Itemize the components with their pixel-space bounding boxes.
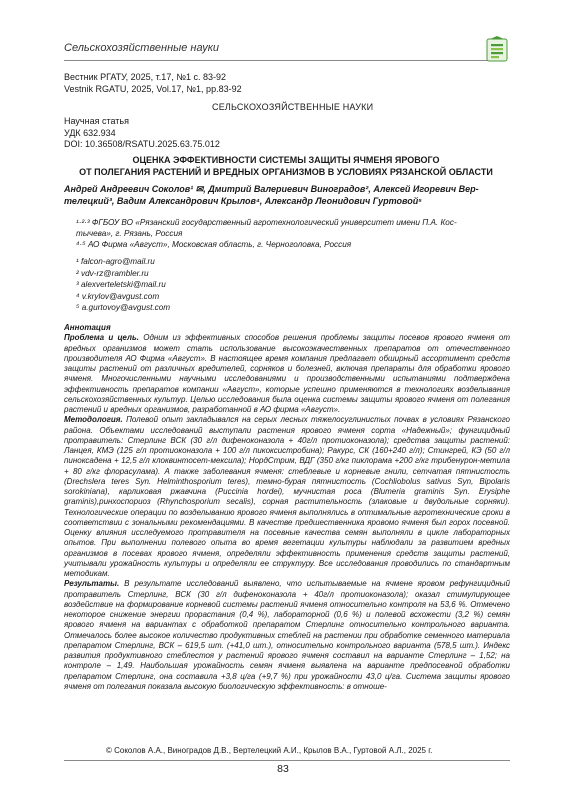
udc-code: УДК 632.934: [64, 127, 116, 138]
citation-block: [64, 72, 242, 95]
title-line-1: ОЦЕНКА ЭФФЕКТИВНОСТИ СИСТЕМЫ ЗАЩИТЫ ЯЧМЕНЯ ЯРОВОГО: [132, 155, 440, 165]
article-meta: [64, 116, 220, 151]
affiliation-line-1: ¹·²·³ ФГБОУ ВО «Рязанский государственный агротехнологический университет имени П.А. Кос-: [76, 218, 457, 227]
affiliation-line-3: ⁴·⁵ АО Фирма «Август», Московская область, г. Черноголовка, Россия: [76, 239, 352, 249]
article-title: [64, 155, 508, 178]
citation-ru: Вестник РГАТУ, 2025, т.17, №1 с. 83-92: [64, 72, 226, 82]
footer-rule: [64, 760, 510, 761]
doi[interactable]: DOI: 10.36508/RSATU.2025.63.75.012: [64, 139, 220, 149]
abstract-problem: [64, 333, 510, 415]
methods-text: Полевой опыт закладывался на серых лесных тяжелосуглинистых почвах в условиях Рязанского района. Объектами исследований выступали растения ярового ячменя сорта «Надежный»; фунгицидный протравитель: Стерлинг ВСК (30 г/л дифеноконазола + 40г/л протиоконазола); средства защиты растений: Ланцея, КМЭ (125 г/л протиоконазола + 100 г/л пикоксистробина); Ракурс, СК (160+240 г/л); Стингрей, КЭ (50 г/л пиноксадена + 12,5 г/л клоквинтосет-мексила); НордСтрим, ВДГ (350 г/кг пиклорама +200 г/кг трибенурон-метила + 80 г/кг флорасулама). А также заболевания ячменя: стеблевые и корневые гнили, сетчатая пятнистость (Drechslera teres Syn. Helminthosporium teres), темно-бурая пятнистость (Cochliobolus sativus Syn, Bipolaris sorokiniana), карликовая ржавчина (Puccinia hordei), мучнистая роса (Blumeria graminis Syn. Erysiphe graminis),ринхоспориоз (Rhynchosporium secalis), сорная растительность (злаковые и двудольные сорняки). Технологические операции по возделыванию ярового ячменя выполнялись в оптимальные агротехнические сроки в соответствии с зональными рекомендациями. В качестве предшественника яровомо ячменя был горох посевной. Оценку влияния исследуемого протравителя на посевные качества семян выполняли в цикле лабораторных опытов. При выполнении полевого опыта во время вегетации культуры наблюдали за развитием вредных организмов в посевах ярового ячменя, определяли эффективность применения средств защиты растений, учитывали урожайность культуры и определяли ее структуру. Все исследования проводились по стандартным методикам.: [64, 415, 510, 578]
authors-line-2: телецкий³, Вадим Александрович Крылов⁴, Александр Леонидович Гуртовой⁵: [64, 195, 422, 206]
crossmark-icon[interactable]: [486, 36, 508, 62]
affiliations: [76, 218, 508, 250]
abstract-heading: Аннотация: [64, 323, 111, 332]
affiliation-line-2: тычева», г. Рязань, Россия: [76, 228, 183, 238]
methods-label: Методология.: [64, 415, 123, 425]
results-text: В результате исследований выявлено, что испытываемые на ячмене яровом рефунгицидный протравитель Стерлинг, ВСК (30 г/л дифеноконазола + 40г/л протиоконазола); оказал стимулирующее воздействие на формирование корневой системы растений ячменя относительно контроля на 53,6 %. Отмечено некоторое снижение энергии прорастания (0,4 %), лабораторной (0,6 %) и полевой всхожести (3,2 %) семян ярового ячменя на вариантах с обработкой препаратом Стерлинг относительно контрольного варианта. Отмечалось более высокое количество продуктивных стеблей на растении при обработке семенного материала препаратом Стерлинг, ВСК – 619,5 шт. (+41,0 шт.), относительно контрольного варианта (578,5 шт.). Индекс развития продуктивного стеблестоя у растений ярового ячменя составил на варианте Стерлинг – 1,52; на контроле – 1,49. Наибольшая урожайность семян ячменя выявлена на варианте предпосевной обработки препаратом Стерлинг, она составила +3,8 ц/га (+9,7 %) при урожайности 43,0 ц/га. Система защиты ярового ячменя от полегания показала высокую биологическую эффективность: в отноше-: [64, 579, 510, 691]
title-line-2: ОТ ПОЛЕГАНИЯ РАСТЕНИЙ И ВРЕДНЫХ ОРГАНИЗМОВ В УСЛОВИЯХ РЯЗАНСКОЙ ОБЛАСТИ: [79, 166, 493, 177]
email-5[interactable]: ⁵ a.gurtovoy@avgust.com: [76, 303, 171, 313]
abstract: [64, 323, 510, 692]
email-1[interactable]: ¹ falcon-agro@mail.ru: [76, 257, 155, 266]
running-header: [64, 40, 510, 64]
abstract-methods: [64, 415, 510, 579]
results-label: Результаты.: [64, 579, 120, 589]
problem-text: Одним из эффективных способов решения проблемы защиты посевов ярового ячменя от вредных организмов может стать использование высокоэкачественных препаратов от отечественного производителя АО Фирма «Август». В настоящее время компания предлагает обширный ассортимент средств защиты растений от различных вредителей, сорняков и болезней, включая препараты для обработки ярового ячменя. Многочисленными научными исследованиями и производственными испытаниями подтверждена эффективность препаратов компании «Август», которые успешно применяются в технологиях возделывания сельскохозяйственных культур. Целью исследования была оценка системы защиты ярового ячменя от полегания растений и вредных организмов, разработанной в АО фирма «Август».: [64, 333, 510, 414]
problem-label: Проблема и цель.: [64, 333, 139, 343]
email-3[interactable]: ³ alexverteletski@mail.ru: [76, 280, 166, 290]
email-4[interactable]: ⁴ v.krylov@avgust.com: [76, 291, 160, 301]
authors: [64, 184, 508, 207]
email-2[interactable]: ² vdv-rz@rambler.ru: [76, 268, 149, 278]
citation-en: Vestnik RGATU, 2025, Vol.17, №1, pp.83-92: [64, 83, 242, 94]
header-rule: [64, 60, 500, 61]
article-type: Научная статья: [64, 116, 129, 126]
email-list: [76, 256, 170, 314]
authors-line-1: Андрей Андреевич Соколов¹ ✉, Дмитрий Валериевич Виноградов², Алексей Игоревич Вер-: [64, 184, 479, 194]
page-number: 83: [277, 763, 289, 775]
section-heading: СЕЛЬСКОХОЗЯЙСТВЕННЫЕ НАУКИ: [212, 102, 374, 112]
copyright-line: © Соколов А.А., Виноградов Д.В., Вертелецкий А.И., Крылов В.А., Гуртовой А.Л., 2025 г.: [106, 746, 433, 755]
journal-section-title: Сельскохозяйственные науки: [64, 42, 220, 54]
abstract-results: [64, 579, 510, 692]
